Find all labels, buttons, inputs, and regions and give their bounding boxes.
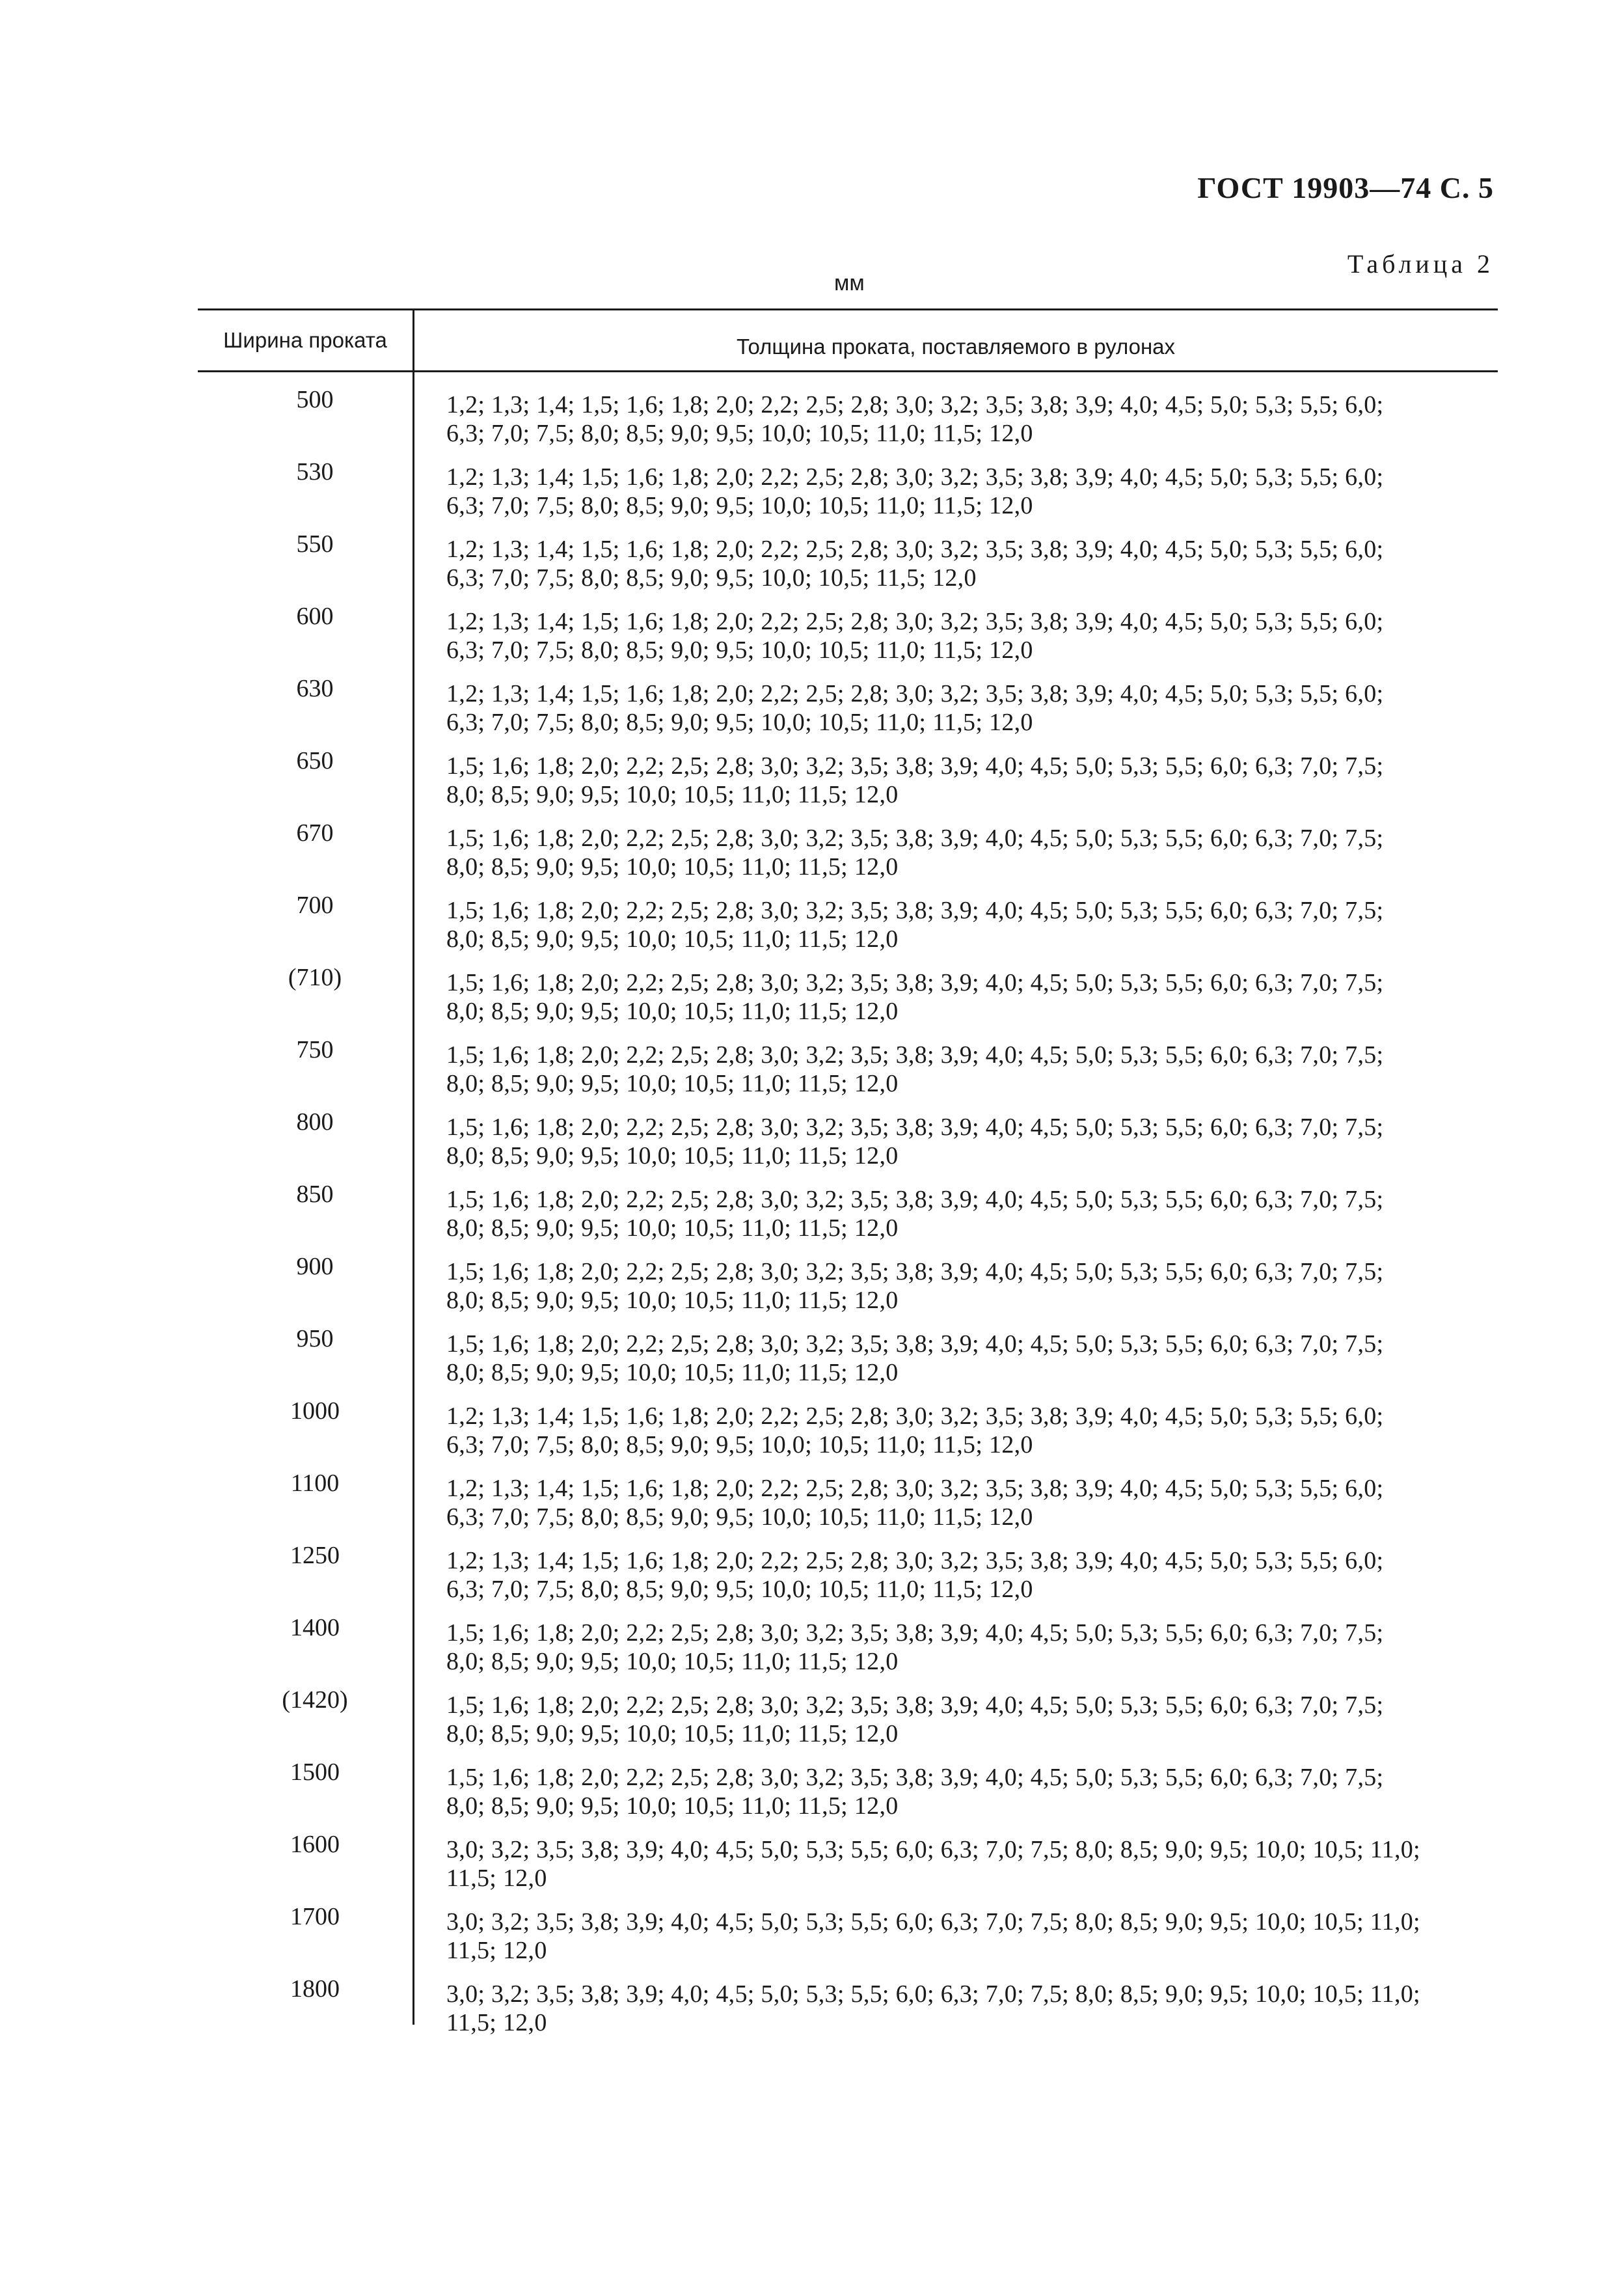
thickness-line-2: 8,0; 8,5; 9,0; 9,5; 10,0; 10,5; 11,0; 11,5; 12,0 bbox=[446, 925, 899, 953]
table-row bbox=[198, 1246, 1498, 1318]
table-row bbox=[198, 1390, 1498, 1462]
thickness-line-2: 8,0; 8,5; 9,0; 9,5; 10,0; 10,5; 11,0; 11,5; 12,0 bbox=[446, 1142, 899, 1170]
thickness-line-1: 1,2; 1,3; 1,4; 1,5; 1,6; 1,8; 2,0; 2,2; 2,5; 2,8; 3,0; 3,2; 3,5; 3,8; 3,9; 4,0; 4,5; 5,0; 5,3; 5,5; 6,0; bbox=[446, 1475, 1384, 1502]
table-row bbox=[198, 1462, 1498, 1535]
thickness-cell bbox=[413, 740, 1498, 812]
table-row bbox=[198, 595, 1498, 668]
header-divider bbox=[413, 310, 414, 370]
thickness-line-2: 8,0; 8,5; 9,0; 9,5; 10,0; 10,5; 11,0; 11,5; 12,0 bbox=[446, 1359, 899, 1386]
column-header-width: Ширина проката bbox=[223, 328, 387, 352]
thickness-line-2: 6,3; 7,0; 7,5; 8,0; 8,5; 9,0; 9,5; 10,0; 10,5; 11,0; 11,5; 12,0 bbox=[446, 420, 1033, 447]
table-body bbox=[198, 372, 1498, 2040]
width-cell: 650 bbox=[296, 747, 334, 774]
thickness-line-2: 8,0; 8,5; 9,0; 9,5; 10,0; 10,5; 11,0; 11,5; 12,0 bbox=[446, 1287, 899, 1314]
table-label: Таблица 2 bbox=[1347, 249, 1494, 279]
thickness-line-2: 8,0; 8,5; 9,0; 9,5; 10,0; 10,5; 11,0; 11,5; 12,0 bbox=[446, 853, 899, 881]
thickness-cell bbox=[413, 1462, 1498, 1535]
table-row bbox=[198, 812, 1498, 884]
thickness-line-2: 6,3; 7,0; 7,5; 8,0; 8,5; 9,0; 9,5; 10,0; 10,5; 11,0; 11,5; 12,0 bbox=[446, 492, 1033, 519]
table-row bbox=[198, 1968, 1498, 2040]
thickness-cell bbox=[413, 884, 1498, 957]
thickness-line-1: 1,2; 1,3; 1,4; 1,5; 1,6; 1,8; 2,0; 2,2; 2,5; 2,8; 3,0; 3,2; 3,5; 3,8; 3,9; 4,0; 4,5; 5,0; 5,3; 5,5; 6,0; bbox=[446, 391, 1384, 418]
width-cell: 1600 bbox=[290, 1831, 340, 1858]
width-cell: 800 bbox=[296, 1108, 334, 1136]
width-cell: 1100 bbox=[290, 1470, 340, 1497]
thickness-line-2: 8,0; 8,5; 9,0; 9,5; 10,0; 10,5; 11,0; 11,5; 12,0 bbox=[446, 1720, 899, 1747]
thickness-cell bbox=[413, 1535, 1498, 1607]
table-row bbox=[198, 1535, 1498, 1607]
thickness-line-1: 1,5; 1,6; 1,8; 2,0; 2,2; 2,5; 2,8; 3,0; 3,2; 3,5; 3,8; 3,9; 4,0; 4,5; 5,0; 5,3; 5,5; 6,0; 6,3; 7,0; 7,5; bbox=[446, 1258, 1384, 1285]
thickness-line-1: 1,5; 1,6; 1,8; 2,0; 2,2; 2,5; 2,8; 3,0; 3,2; 3,5; 3,8; 3,9; 4,0; 4,5; 5,0; 5,3; 5,5; 6,0; 6,3; 7,0; 7,5; bbox=[446, 1691, 1384, 1719]
thickness-line-1: 1,5; 1,6; 1,8; 2,0; 2,2; 2,5; 2,8; 3,0; 3,2; 3,5; 3,8; 3,9; 4,0; 4,5; 5,0; 5,3; 5,5; 6,0; 6,3; 7,0; 7,5; bbox=[446, 1041, 1384, 1069]
thickness-cell bbox=[413, 1101, 1498, 1173]
thickness-line-2: 6,3; 7,0; 7,5; 8,0; 8,5; 9,0; 9,5; 10,0; 10,5; 11,5; 12,0 bbox=[446, 564, 977, 592]
thickness-line-2: 8,0; 8,5; 9,0; 9,5; 10,0; 10,5; 11,0; 11,5; 12,0 bbox=[446, 998, 899, 1025]
thickness-line-2: 8,0; 8,5; 9,0; 9,5; 10,0; 10,5; 11,0; 11,5; 12,0 bbox=[446, 1648, 899, 1675]
table-row bbox=[198, 1824, 1498, 1896]
thickness-line-1: 1,2; 1,3; 1,4; 1,5; 1,6; 1,8; 2,0; 2,2; 2,5; 2,8; 3,0; 3,2; 3,5; 3,8; 3,9; 4,0; 4,5; 5,0; 5,3; 5,5; 6,0; bbox=[446, 608, 1384, 635]
thickness-cell bbox=[413, 379, 1498, 451]
thickness-cell bbox=[413, 1173, 1498, 1246]
thickness-cell bbox=[413, 1968, 1498, 2040]
thickness-line-2: 6,3; 7,0; 7,5; 8,0; 8,5; 9,0; 9,5; 10,0; 10,5; 11,0; 11,5; 12,0 bbox=[446, 1576, 1033, 1603]
table-header bbox=[198, 308, 1498, 372]
thickness-line-2: 6,3; 7,0; 7,5; 8,0; 8,5; 9,0; 9,5; 10,0; 10,5; 11,0; 11,5; 12,0 bbox=[446, 1431, 1033, 1458]
page-header: ГОСТ 19903—74 С. 5 bbox=[1197, 171, 1494, 204]
width-cell: 1250 bbox=[290, 1542, 340, 1569]
thickness-table bbox=[198, 308, 1498, 2040]
table-row bbox=[198, 523, 1498, 595]
thickness-cell bbox=[413, 1390, 1498, 1462]
width-cell: 700 bbox=[296, 892, 334, 919]
table-row bbox=[198, 957, 1498, 1029]
width-cell: 950 bbox=[296, 1325, 334, 1352]
table-row bbox=[198, 1751, 1498, 1824]
thickness-line-1: 1,2; 1,3; 1,4; 1,5; 1,6; 1,8; 2,0; 2,2; 2,5; 2,8; 3,0; 3,2; 3,5; 3,8; 3,9; 4,0; 4,5; 5,0; 5,3; 5,5; 6,0; bbox=[446, 536, 1384, 563]
width-cell: 1500 bbox=[290, 1758, 340, 1786]
thickness-cell bbox=[413, 668, 1498, 740]
width-cell: 900 bbox=[296, 1253, 334, 1280]
table-row bbox=[198, 740, 1498, 812]
width-cell: 550 bbox=[296, 530, 334, 558]
thickness-line-1: 1,2; 1,3; 1,4; 1,5; 1,6; 1,8; 2,0; 2,2; 2,5; 2,8; 3,0; 3,2; 3,5; 3,8; 3,9; 4,0; 4,5; 5,0; 5,3; 5,5; 6,0; bbox=[446, 1547, 1384, 1574]
thickness-cell bbox=[413, 1607, 1498, 1679]
thickness-line-2: 6,3; 7,0; 7,5; 8,0; 8,5; 9,0; 9,5; 10,0; 10,5; 11,0; 11,5; 12,0 bbox=[446, 1503, 1033, 1531]
width-cell: 500 bbox=[296, 386, 334, 413]
thickness-line-1: 3,0; 3,2; 3,5; 3,8; 3,9; 4,0; 4,5; 5,0; 5,3; 5,5; 6,0; 6,3; 7,0; 7,5; 8,0; 8,5; 9,0; 9,5; 10,0; 10,5; 11,0; bbox=[446, 1980, 1420, 2008]
thickness-cell bbox=[413, 1679, 1498, 1751]
thickness-line-1: 1,5; 1,6; 1,8; 2,0; 2,2; 2,5; 2,8; 3,0; 3,2; 3,5; 3,8; 3,9; 4,0; 4,5; 5,0; 5,3; 5,5; 6,0; 6,3; 7,0; 7,5; bbox=[446, 1114, 1384, 1141]
thickness-line-2: 8,0; 8,5; 9,0; 9,5; 10,0; 10,5; 11,0; 11,5; 12,0 bbox=[446, 1792, 899, 1820]
table-row bbox=[198, 1679, 1498, 1751]
width-cell: 850 bbox=[296, 1181, 334, 1208]
thickness-line-1: 3,0; 3,2; 3,5; 3,8; 3,9; 4,0; 4,5; 5,0; 5,3; 5,5; 6,0; 6,3; 7,0; 7,5; 8,0; 8,5; 9,0; 9,5; 10,0; 10,5; 11,0; bbox=[446, 1836, 1420, 1863]
width-cell: 1400 bbox=[290, 1614, 340, 1641]
width-cell: 1700 bbox=[290, 1903, 340, 1930]
table-row bbox=[198, 1607, 1498, 1679]
thickness-line-2: 8,0; 8,5; 9,0; 9,5; 10,0; 10,5; 11,0; 11,5; 12,0 bbox=[446, 1214, 899, 1242]
width-cell: (710) bbox=[288, 964, 342, 991]
thickness-cell bbox=[413, 812, 1498, 884]
thickness-cell bbox=[413, 451, 1498, 523]
thickness-line-1: 1,5; 1,6; 1,8; 2,0; 2,2; 2,5; 2,8; 3,0; 3,2; 3,5; 3,8; 3,9; 4,0; 4,5; 5,0; 5,3; 5,5; 6,0; 6,3; 7,0; 7,5; bbox=[446, 752, 1384, 780]
table-row bbox=[198, 668, 1498, 740]
thickness-line-2: 6,3; 7,0; 7,5; 8,0; 8,5; 9,0; 9,5; 10,0; 10,5; 11,0; 11,5; 12,0 bbox=[446, 709, 1033, 736]
thickness-line-1: 1,5; 1,6; 1,8; 2,0; 2,2; 2,5; 2,8; 3,0; 3,2; 3,5; 3,8; 3,9; 4,0; 4,5; 5,0; 5,3; 5,5; 6,0; 6,3; 7,0; 7,5; bbox=[446, 1619, 1384, 1647]
thickness-line-1: 1,5; 1,6; 1,8; 2,0; 2,2; 2,5; 2,8; 3,0; 3,2; 3,5; 3,8; 3,9; 4,0; 4,5; 5,0; 5,3; 5,5; 6,0; 6,3; 7,0; 7,5; bbox=[446, 825, 1384, 852]
table-row bbox=[198, 1896, 1498, 1968]
thickness-cell bbox=[413, 1246, 1498, 1318]
table-row bbox=[198, 451, 1498, 523]
thickness-line-2: 6,3; 7,0; 7,5; 8,0; 8,5; 9,0; 9,5; 10,0; 10,5; 11,0; 11,5; 12,0 bbox=[446, 636, 1033, 664]
width-cell: 600 bbox=[296, 603, 334, 630]
thickness-cell bbox=[413, 595, 1498, 668]
thickness-line-2: 8,0; 8,5; 9,0; 9,5; 10,0; 10,5; 11,0; 11,5; 12,0 bbox=[446, 1070, 899, 1097]
thickness-line-1: 3,0; 3,2; 3,5; 3,8; 3,9; 4,0; 4,5; 5,0; 5,3; 5,5; 6,0; 6,3; 7,0; 7,5; 8,0; 8,5; 9,0; 9,5; 10,0; 10,5; 11,0; bbox=[446, 1908, 1420, 1936]
table-row bbox=[198, 884, 1498, 957]
table-row bbox=[198, 1318, 1498, 1390]
thickness-line-2: 11,5; 12,0 bbox=[446, 1865, 547, 1892]
width-cell: 530 bbox=[296, 458, 334, 486]
table-row bbox=[198, 379, 1498, 451]
table-row bbox=[198, 1173, 1498, 1246]
thickness-line-1: 1,2; 1,3; 1,4; 1,5; 1,6; 1,8; 2,0; 2,2; 2,5; 2,8; 3,0; 3,2; 3,5; 3,8; 3,9; 4,0; 4,5; 5,0; 5,3; 5,5; 6,0; bbox=[446, 1402, 1384, 1430]
units-label: мм bbox=[834, 271, 865, 295]
width-cell: (1420) bbox=[282, 1686, 348, 1714]
thickness-line-2: 11,5; 12,0 bbox=[446, 1937, 547, 1964]
thickness-line-1: 1,5; 1,6; 1,8; 2,0; 2,2; 2,5; 2,8; 3,0; 3,2; 3,5; 3,8; 3,9; 4,0; 4,5; 5,0; 5,3; 5,5; 6,0; 6,3; 7,0; 7,5; bbox=[446, 897, 1384, 924]
thickness-line-1: 1,5; 1,6; 1,8; 2,0; 2,2; 2,5; 2,8; 3,0; 3,2; 3,5; 3,8; 3,9; 4,0; 4,5; 5,0; 5,3; 5,5; 6,0; 6,3; 7,0; 7,5; bbox=[446, 1186, 1384, 1213]
width-cell: 670 bbox=[296, 819, 334, 847]
thickness-cell bbox=[413, 1029, 1498, 1101]
thickness-cell bbox=[413, 523, 1498, 595]
thickness-line-1: 1,2; 1,3; 1,4; 1,5; 1,6; 1,8; 2,0; 2,2; 2,5; 2,8; 3,0; 3,2; 3,5; 3,8; 3,9; 4,0; 4,5; 5,0; 5,3; 5,5; 6,0; bbox=[446, 463, 1384, 491]
table-row bbox=[198, 1101, 1498, 1173]
table-row bbox=[198, 1029, 1498, 1101]
thickness-cell bbox=[413, 1896, 1498, 1968]
thickness-line-1: 1,2; 1,3; 1,4; 1,5; 1,6; 1,8; 2,0; 2,2; 2,5; 2,8; 3,0; 3,2; 3,5; 3,8; 3,9; 4,0; 4,5; 5,0; 5,3; 5,5; 6,0; bbox=[446, 680, 1384, 707]
width-cell: 1800 bbox=[290, 1975, 340, 2003]
thickness-line-2: 11,5; 12,0 bbox=[446, 2009, 547, 2036]
thickness-cell bbox=[413, 957, 1498, 1029]
thickness-line-1: 1,5; 1,6; 1,8; 2,0; 2,2; 2,5; 2,8; 3,0; 3,2; 3,5; 3,8; 3,9; 4,0; 4,5; 5,0; 5,3; 5,5; 6,0; 6,3; 7,0; 7,5; bbox=[446, 1330, 1384, 1358]
width-cell: 750 bbox=[296, 1036, 334, 1063]
thickness-line-1: 1,5; 1,6; 1,8; 2,0; 2,2; 2,5; 2,8; 3,0; 3,2; 3,5; 3,8; 3,9; 4,0; 4,5; 5,0; 5,3; 5,5; 6,0; 6,3; 7,0; 7,5; bbox=[446, 969, 1384, 996]
width-cell: 630 bbox=[296, 675, 334, 702]
thickness-line-1: 1,5; 1,6; 1,8; 2,0; 2,2; 2,5; 2,8; 3,0; 3,2; 3,5; 3,8; 3,9; 4,0; 4,5; 5,0; 5,3; 5,5; 6,0; 6,3; 7,0; 7,5; bbox=[446, 1764, 1384, 1791]
thickness-cell bbox=[413, 1318, 1498, 1390]
thickness-cell bbox=[413, 1824, 1498, 1896]
column-header-thickness: Толщина проката, поставляемого в рулонах bbox=[736, 335, 1176, 359]
width-cell: 1000 bbox=[290, 1397, 340, 1425]
thickness-line-2: 8,0; 8,5; 9,0; 9,5; 10,0; 10,5; 11,0; 11,5; 12,0 bbox=[446, 781, 899, 808]
thickness-cell bbox=[413, 1751, 1498, 1824]
